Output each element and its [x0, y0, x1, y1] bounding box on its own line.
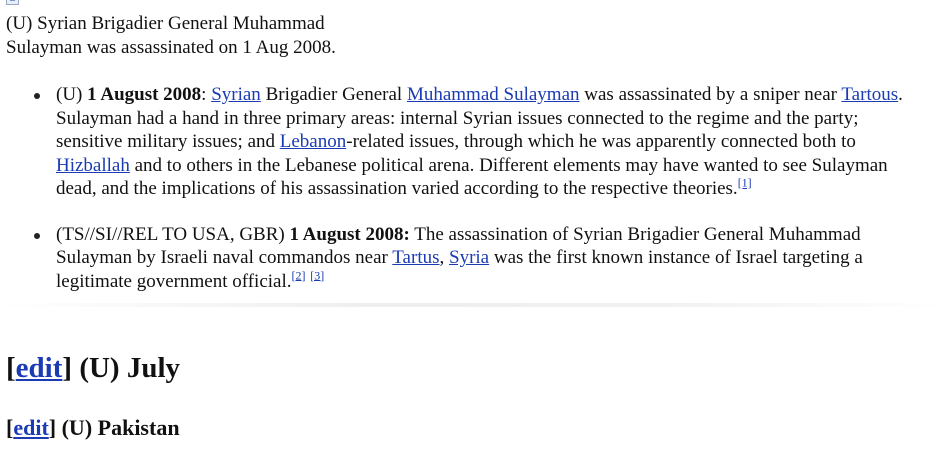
reference-2	[292, 268, 306, 282]
section-heading-pakistan	[6, 414, 180, 442]
text-fragment: and to others in the Lebanese political arena. Different elements may have wanted to see Sulayman dead, and the implications of his assassination varied according to the respective theories.	[56, 154, 888, 199]
list-item	[30, 83, 910, 201]
classification-marking: (TS//SI//REL TO USA, GBR)	[56, 223, 285, 245]
reference-link-3[interactable]: [3]	[310, 268, 325, 283]
event-list	[30, 83, 910, 315]
link-syrian[interactable]: Syrian	[211, 84, 261, 105]
text-fragment: The assassination of Syrian Brigadier General Muhammad Sulayman by Israeli naval commandos near	[56, 223, 861, 268]
link-tartus[interactable]: Tartus	[392, 247, 440, 268]
text-fragment: ,	[439, 247, 449, 268]
edit-link-july[interactable]: edit	[15, 352, 63, 384]
classification-marking: (U)	[56, 84, 83, 105]
text-fragment: . Sulayman had a hand in three primary areas: internal Syrian issues connected to the regime and the party; sensitive military issues; and	[56, 84, 903, 152]
bracket: [	[6, 415, 14, 440]
link-muhammad-sulayman[interactable]: Muhammad Sulayman	[406, 84, 580, 105]
intro-line-2: Sulayman was assassinated on 1 Aug 2008.	[6, 37, 336, 58]
intro-paragraph	[6, 12, 526, 60]
bracket: [	[6, 352, 16, 384]
broken-image-icon	[6, 0, 19, 5]
reference-1	[738, 176, 752, 190]
section-title-pakistan: (U) Pakistan	[56, 415, 180, 440]
link-syria[interactable]: Syria	[449, 247, 490, 268]
bracket: ]	[48, 415, 57, 440]
link-tartous[interactable]: Tartous	[841, 84, 899, 105]
link-lebanon[interactable]: Lebanon	[279, 131, 347, 152]
section-heading-july	[6, 350, 180, 386]
section-title-july: (U) July	[72, 352, 181, 384]
list-item	[30, 223, 910, 294]
edit-link-pakistan[interactable]: edit	[13, 415, 49, 440]
intro-line-1: (U) Syrian Brigadier General Muhammad	[6, 13, 325, 34]
event-date: 1 August 2008:	[289, 223, 410, 245]
reference-link-2[interactable]: [2]	[291, 268, 306, 283]
bracket: ]	[62, 352, 73, 384]
text-fragment: was assassinated by a sniper near	[579, 84, 842, 105]
text-fragment: :	[201, 84, 212, 105]
text-fragment: -related issues, through which he was apparently connected both to	[346, 131, 856, 152]
link-hizballah[interactable]: Hizballah	[56, 154, 130, 176]
event-date: 1 August 2008	[87, 84, 202, 105]
text-fragment: Brigadier General	[260, 84, 407, 105]
reference-3	[310, 268, 324, 282]
reference-link-1[interactable]: [1]	[737, 175, 752, 190]
text-fragment: was the first known instance of Israel targeting a legitimate government official.	[56, 247, 863, 292]
